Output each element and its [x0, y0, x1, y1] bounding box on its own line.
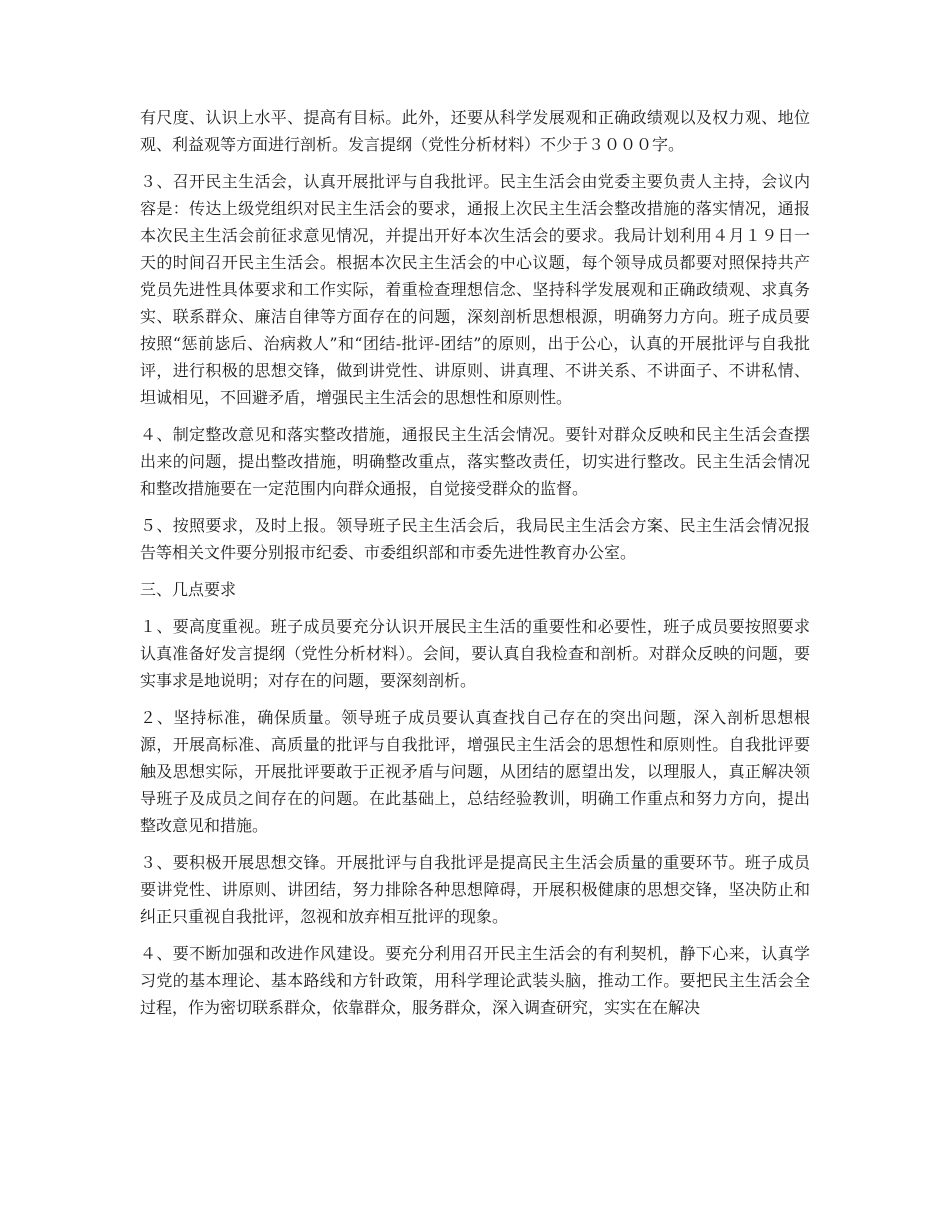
paragraph-item-3-meeting: ３、召开民主生活会，认真开展批评与自我批评。民主生活会由党委主要负责人主持，会议内容是：传达上级党组织对民主生活会的要求，通报上次民主生活会整改措施的落实情况，通报本次民主生活会前征求意见情况，并提出开好本次生活会的要求。我局计划利用４月１９日一天的时间召开民主生活会。根据本次民主生活会的中心议题，每个领导成员都要对照保持共产党员先进性具体要求和工作实际，着重检查理想信念、坚持科学发展观和正确政绩观、求真务实、联系群众、廉洁自律等方面存在的问题，深刻剖析思想根源，明确努力方向。班子成员要按照“惩前毖后、治病救人”和“团结-批评-团结”的原则，出于公心，认真的开展批评与自我批评，进行积极的思想交锋，做到讲党性、讲原则、讲真理、不讲关系、不讲面子、不讲私情、坦诚相见，不回避矛盾，增强民主生活会的思想性和原则性。 [140, 172, 810, 407]
paragraph-item-5-report: ５、按照要求，及时上报。领导班子民主生活会后，我局民主生活会方案、民主生活会情况报告等相关文件要分别报市纪委、市委组织部和市委先进性教育办公室。 [140, 516, 810, 562]
paragraph-requirement-2: ２、坚持标准，确保质量。领导班子成员要认真查找自己存在的突出问题，深入剖析思想根源，开展高标准、高质量的批评与自我批评，增强民主生活会的思想性和原则性。自我批评要触及思想实际，开展批评要敢于正视矛盾与问题，从团结的愿望出发，以理服人，真正解决领导班子及成员之间存在的问题。在此基础上，总结经验教训，明确工作重点和努力方向，提出整改意见和措施。 [140, 708, 810, 835]
paragraph-requirement-1: １、要高度重视。班子成员要充分认识开展民主生活的重要性和必要性，班子成员要按照要求认真准备好发言提纲（党性分析材料）。会间，要认真自我检查和剖析。对群众反映的问题，要实事求是地说明；对存在的问题，要深刻剖析。 [140, 617, 810, 690]
paragraph-item-4-rectification: ４、制定整改意见和落实整改措施，通报民主生活会情况。要针对群众反映和民主生活会查摆出来的问题，提出整改措施，明确整改重点，落实整改责任，切实进行整改。民主生活会情况和整改措施要在一定范围内向群众通报，自觉接受群众的监督。 [140, 425, 810, 498]
document-page [140, 104, 810, 1031]
paragraph-requirement-4: ４、要不断加强和改进作风建设。要充分利用召开民主生活会的有利契机，静下心来，认真学习党的基本理论、基本路线和方针政策，用科学理论武装头脑，推动工作。要把民主生活会全过程，作为密切联系群众，依靠群众，服务群众，深入调查研究，实实在在解决 [140, 944, 810, 1017]
paragraph-requirement-3: ３、要积极开展思想交锋。开展批评与自我批评是提高民主生活会质量的重要环节。班子成员要讲党性、讲原则、讲团结，努力排除各种思想障碍，开展积极健康的思想交锋，坚决防止和纠正只重视自我批评，忽视和放弃相互批评的现象。 [140, 853, 810, 926]
paragraph-continuation: 有尺度、认识上水平、提高有目标。此外，还要从科学发展观和正确政绩观以及权力观、地位观、利益观等方面进行剖析。发言提纲（党性分析材料）不少于３０００字。 [140, 108, 810, 154]
section-heading-requirements: 三、几点要求 [140, 580, 237, 599]
